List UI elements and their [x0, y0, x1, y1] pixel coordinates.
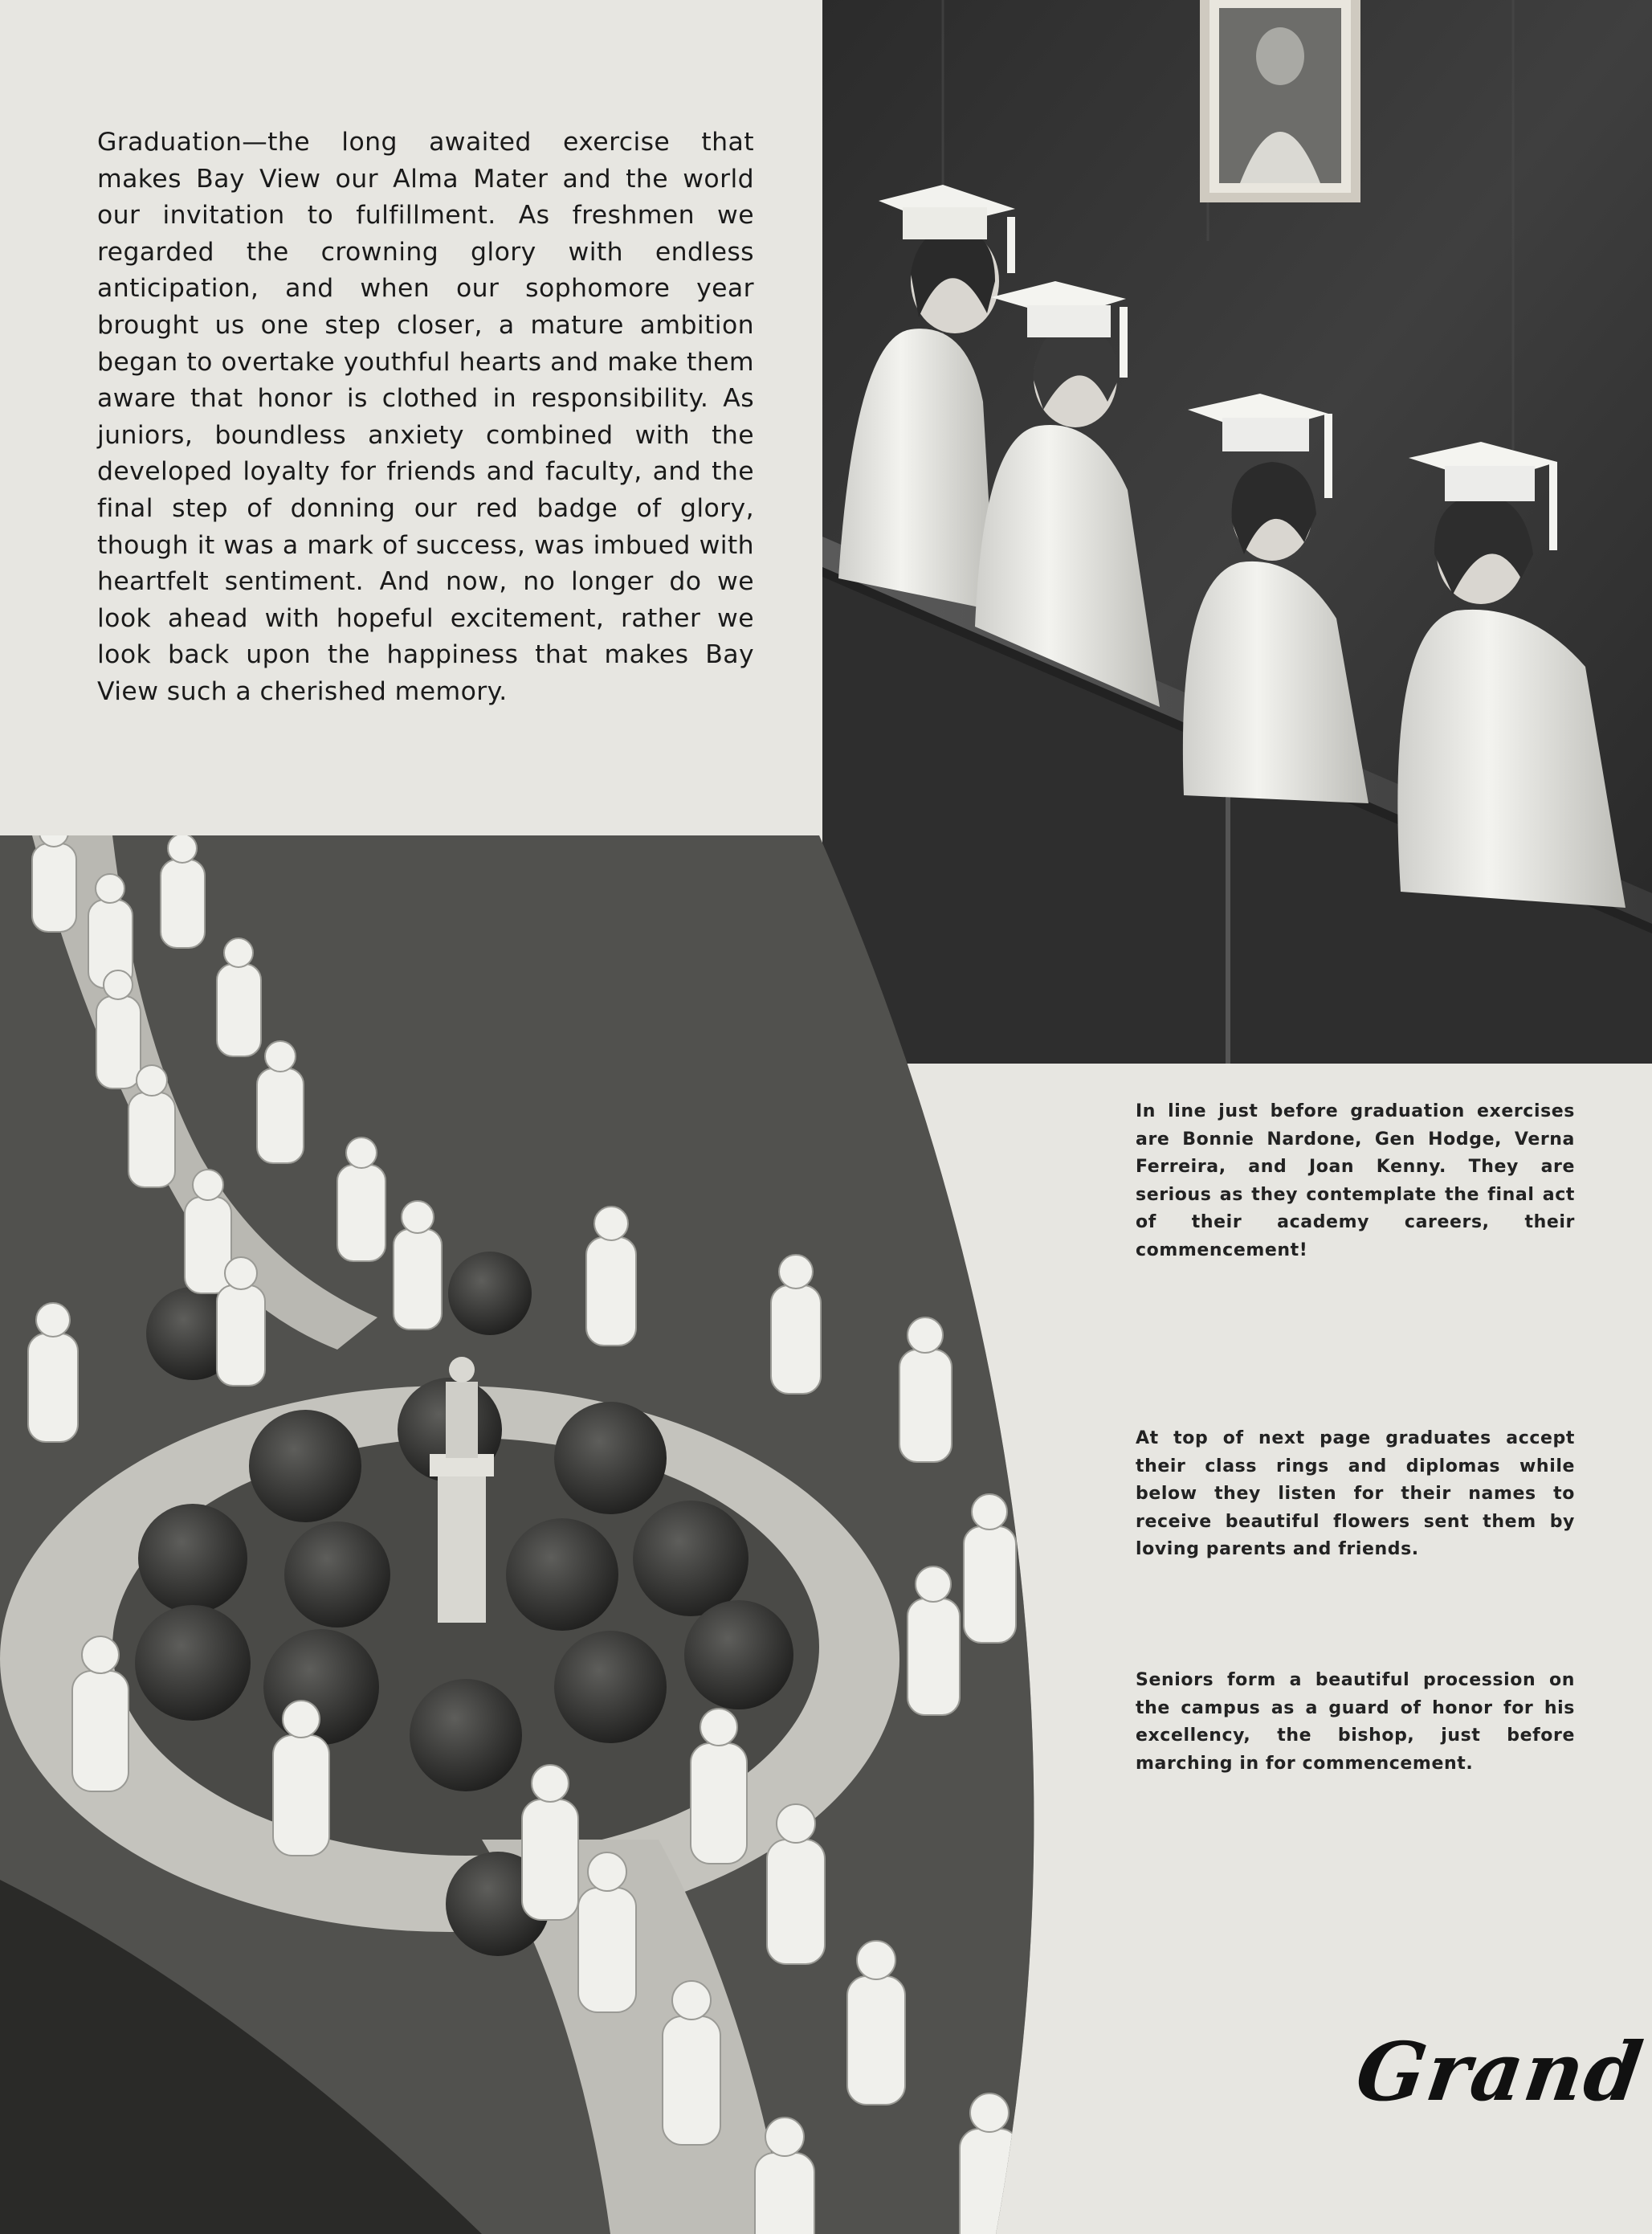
campus-procession-photo: [0, 835, 1124, 2234]
intro-paragraph: Graduation—the long awaited exercise that makes Bay View our Alma Mater and the world our invitation to fulfillment. As freshmen we regarded the crowning glory with endless anticipation, and when our sophomore year brought us one step closer, a mature ambition began to overtake youthful hearts and make them aware that honor is clothed in responsibility. As juniors, boundless anxiety combined with the developed loyalty for friends and faculty, and the final step of donning our red badge of glory, though it was a mark of success, was imbued with heartfelt sentiment. And now, no longer do we look ahead with hopeful excitement, rather we look back upon the happiness that makes Bay View such a cherished memory.: [97, 128, 754, 706]
caption-next-page: At top of next page graduates accept their class rings and diplomas while below they listen for their names to receive beautiful flowers sent them by loving parents and friends.: [1136, 1428, 1575, 1559]
caption-procession: Seniors form a beautiful procession on the campus as a guard of honor for his excellency, the bishop, just before marching in for commencement.: [1136, 1670, 1575, 1774]
page-title-word: Grand: [1350, 2024, 1650, 2119]
portrait-frame: [1200, 0, 1360, 202]
procession-photo-drawing: [0, 835, 1124, 2234]
caption-graduates-in-line: In line just before graduation exercises are Bonnie Nardone, Gen Hodge, Verna Ferreira, and Joan Kenny. They are serious as they contemplate the final act of their academy careers, their commencement!: [1136, 1101, 1575, 1260]
